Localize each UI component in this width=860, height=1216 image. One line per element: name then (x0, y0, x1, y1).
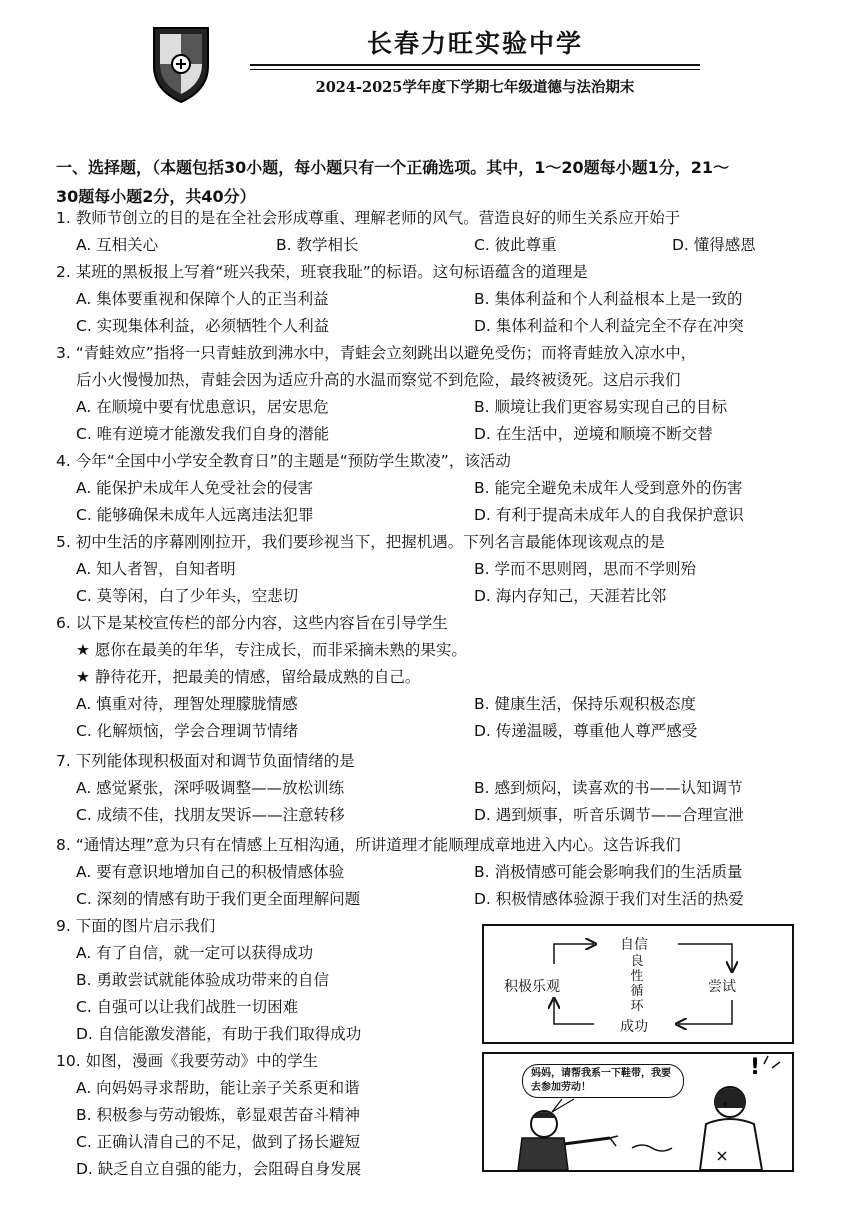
option: D. 懂得感恩 (672, 236, 756, 254)
option: C. 化解烦恼，学会合理调节情绪 (76, 722, 299, 740)
option: A. 要有意识地增加自己的积极情感体验 (76, 863, 345, 881)
cartoon-drawing (482, 1052, 794, 1172)
option: B. 积极参与劳动锻炼，彰显艰苦奋斗精神 (76, 1106, 360, 1124)
bulletin-line: ★ 静待花开，把最美的情感，留给最成熟的自己。 (76, 668, 421, 686)
question-stem: 7. 下列能体现积极面对和调节负面情绪的是 (56, 752, 355, 770)
cycle-figure (482, 924, 794, 1044)
question-stem: 2. 某班的黑板报上写着“班兴我荣，班衰我耻”的标语。这句标语蕴含的道理是 (56, 263, 588, 281)
option: C. 成绩不佳，找朋友哭诉——注意转移 (76, 806, 345, 824)
option: D. 集体利益和个人利益完全不存在冲突 (474, 317, 744, 335)
option: B. 顺境让我们更容易实现自己的目标 (474, 398, 727, 416)
question-stem: 3. “青蛙效应”指将一只青蛙放到沸水中，青蛙会立刻跳出以避免受伤；而将青蛙放入凉水中， (56, 344, 697, 362)
option: C. 能够确保未成年人远离违法犯罪 (76, 506, 314, 524)
option: B. 消极情感可能会影响我们的生活质量 (474, 863, 743, 881)
cycle-left-label: 积极乐观 (504, 979, 560, 995)
option: D. 缺乏自立自强的能力，会阻碍自身发展 (76, 1160, 362, 1178)
option: C. 深刻的情感有助于我们更全面理解问题 (76, 890, 361, 908)
section-heading-line: 30题每小题2分，共40分） (56, 187, 256, 206)
option: C. 唯有逆境才能激发我们自身的潜能 (76, 425, 330, 443)
option: A. 能保护未成年人免受社会的侵害 (76, 479, 314, 497)
option: D. 海内存知己，天涯若比邻 (474, 587, 667, 605)
option: A. 在顺境中要有忧患意识，居安思危 (76, 398, 329, 416)
option: B. 勇敢尝试就能体验成功带来的自信 (76, 971, 329, 989)
option: A. 慎重对待，理智处理朦胧情感 (76, 695, 298, 713)
option: B. 健康生活，保持乐观积极态度 (474, 695, 696, 713)
cartoon-figure (482, 1052, 794, 1172)
option: C. 自强可以让我们战胜一切困难 (76, 998, 299, 1016)
option: A. 有了自信，就一定可以获得成功 (76, 944, 314, 962)
question-stem: 1. 教师节创立的目的是在全社会形成尊重、理解老师的风气。营造良好的师生关系应开始于 (56, 209, 681, 227)
option: A. 知人者智，自知者明 (76, 560, 236, 578)
option: C. 正确认清自己的不足，做到了扬长避短 (76, 1133, 361, 1151)
option: D. 在生活中，逆境和顺境不断交替 (474, 425, 713, 443)
cycle-right-label: 尝试 (708, 979, 736, 995)
option: B. 能完全避免未成年人受到意外的伤害 (474, 479, 743, 497)
question-stem: 后小火慢慢加热，青蛙会因为适应升高的水温而察觉不到危险，最终被烫死。这启示我们 (76, 371, 681, 389)
question-stem: 5. 初中生活的序幕刚刚拉开，我们要珍视当下，把握机遇。下列名言最能体现该观点的是 (56, 533, 665, 551)
question-stem: 8. “通情达理”意为只有在情感上互相沟通，所讲道理才能顺理成章地进入内心。这告诉我们 (56, 836, 681, 854)
bulletin-line: ★ 愿你在最美的年华，专注成长，而非采摘未熟的果实。 (76, 641, 467, 659)
school-emblem (150, 24, 212, 104)
header-rule (250, 64, 700, 66)
question-stem: 6. 以下是某校宣传栏的部分内容，这些内容旨在引导学生 (56, 614, 448, 632)
option: D. 自信能激发潜能，有助于我们取得成功 (76, 1025, 362, 1043)
option: D. 遇到烦事，听音乐调节——合理宣泄 (474, 806, 744, 824)
question-stem: 9. 下面的图片启示我们 (56, 917, 216, 935)
svg-text:!: ! (750, 1055, 761, 1080)
question-stem: 10. 如图，漫画《我要劳动》中的学生 (56, 1052, 319, 1070)
speech-bubble: 妈妈，请帮我系一下鞋带，我要去参加劳动！ (522, 1064, 684, 1098)
school-name: 长春力旺实验中学 (366, 29, 583, 58)
question-stem: 4. 今年“全国中小学安全教育日”的主题是“预防学生欺凌”，该活动 (56, 452, 511, 470)
option: D. 积极情感体验源于我们对生活的热爱 (474, 890, 744, 908)
option: A. 向妈妈寻求帮助，能让亲子关系更和谐 (76, 1079, 360, 1097)
option: D. 传递温暖，尊重他人尊严感受 (474, 722, 698, 740)
option: A. 感觉紧张，深呼吸调整——放松训练 (76, 779, 345, 797)
option: B. 教学相长 (276, 236, 359, 254)
cycle-top-label: 自信 (620, 937, 648, 953)
option: B. 学而不思则罔，思而不学则殆 (474, 560, 696, 578)
option: A. 互相关心 (76, 236, 159, 254)
option: B. 集体利益和个人利益根本上是一致的 (474, 290, 743, 308)
option: B. 感到烦闷，读喜欢的书——认知调节 (474, 779, 743, 797)
section-heading-line: 一、选择题，（本题包括30小题，每小题只有一个正确选项。其中，1～20题每小题1分，21～ (56, 158, 730, 177)
cycle-center-label: 良性循环 (630, 954, 644, 1014)
option: C. 莫等闲，白了少年头，空悲切 (76, 587, 299, 605)
option: C. 实现集体利益，必须牺牲个人利益 (76, 317, 330, 335)
option: A. 集体要重视和保障个人的正当利益 (76, 290, 329, 308)
option: D. 有利于提高未成年人的自我保护意识 (474, 506, 744, 524)
header-rule-thin (250, 69, 700, 70)
option: C. 彼此尊重 (474, 236, 557, 254)
exam-title: 2024-2025学年度下学期七年级道德与法治期末 (315, 79, 635, 96)
cycle-bottom-label: 成功 (620, 1019, 648, 1035)
section-heading (56, 153, 796, 211)
